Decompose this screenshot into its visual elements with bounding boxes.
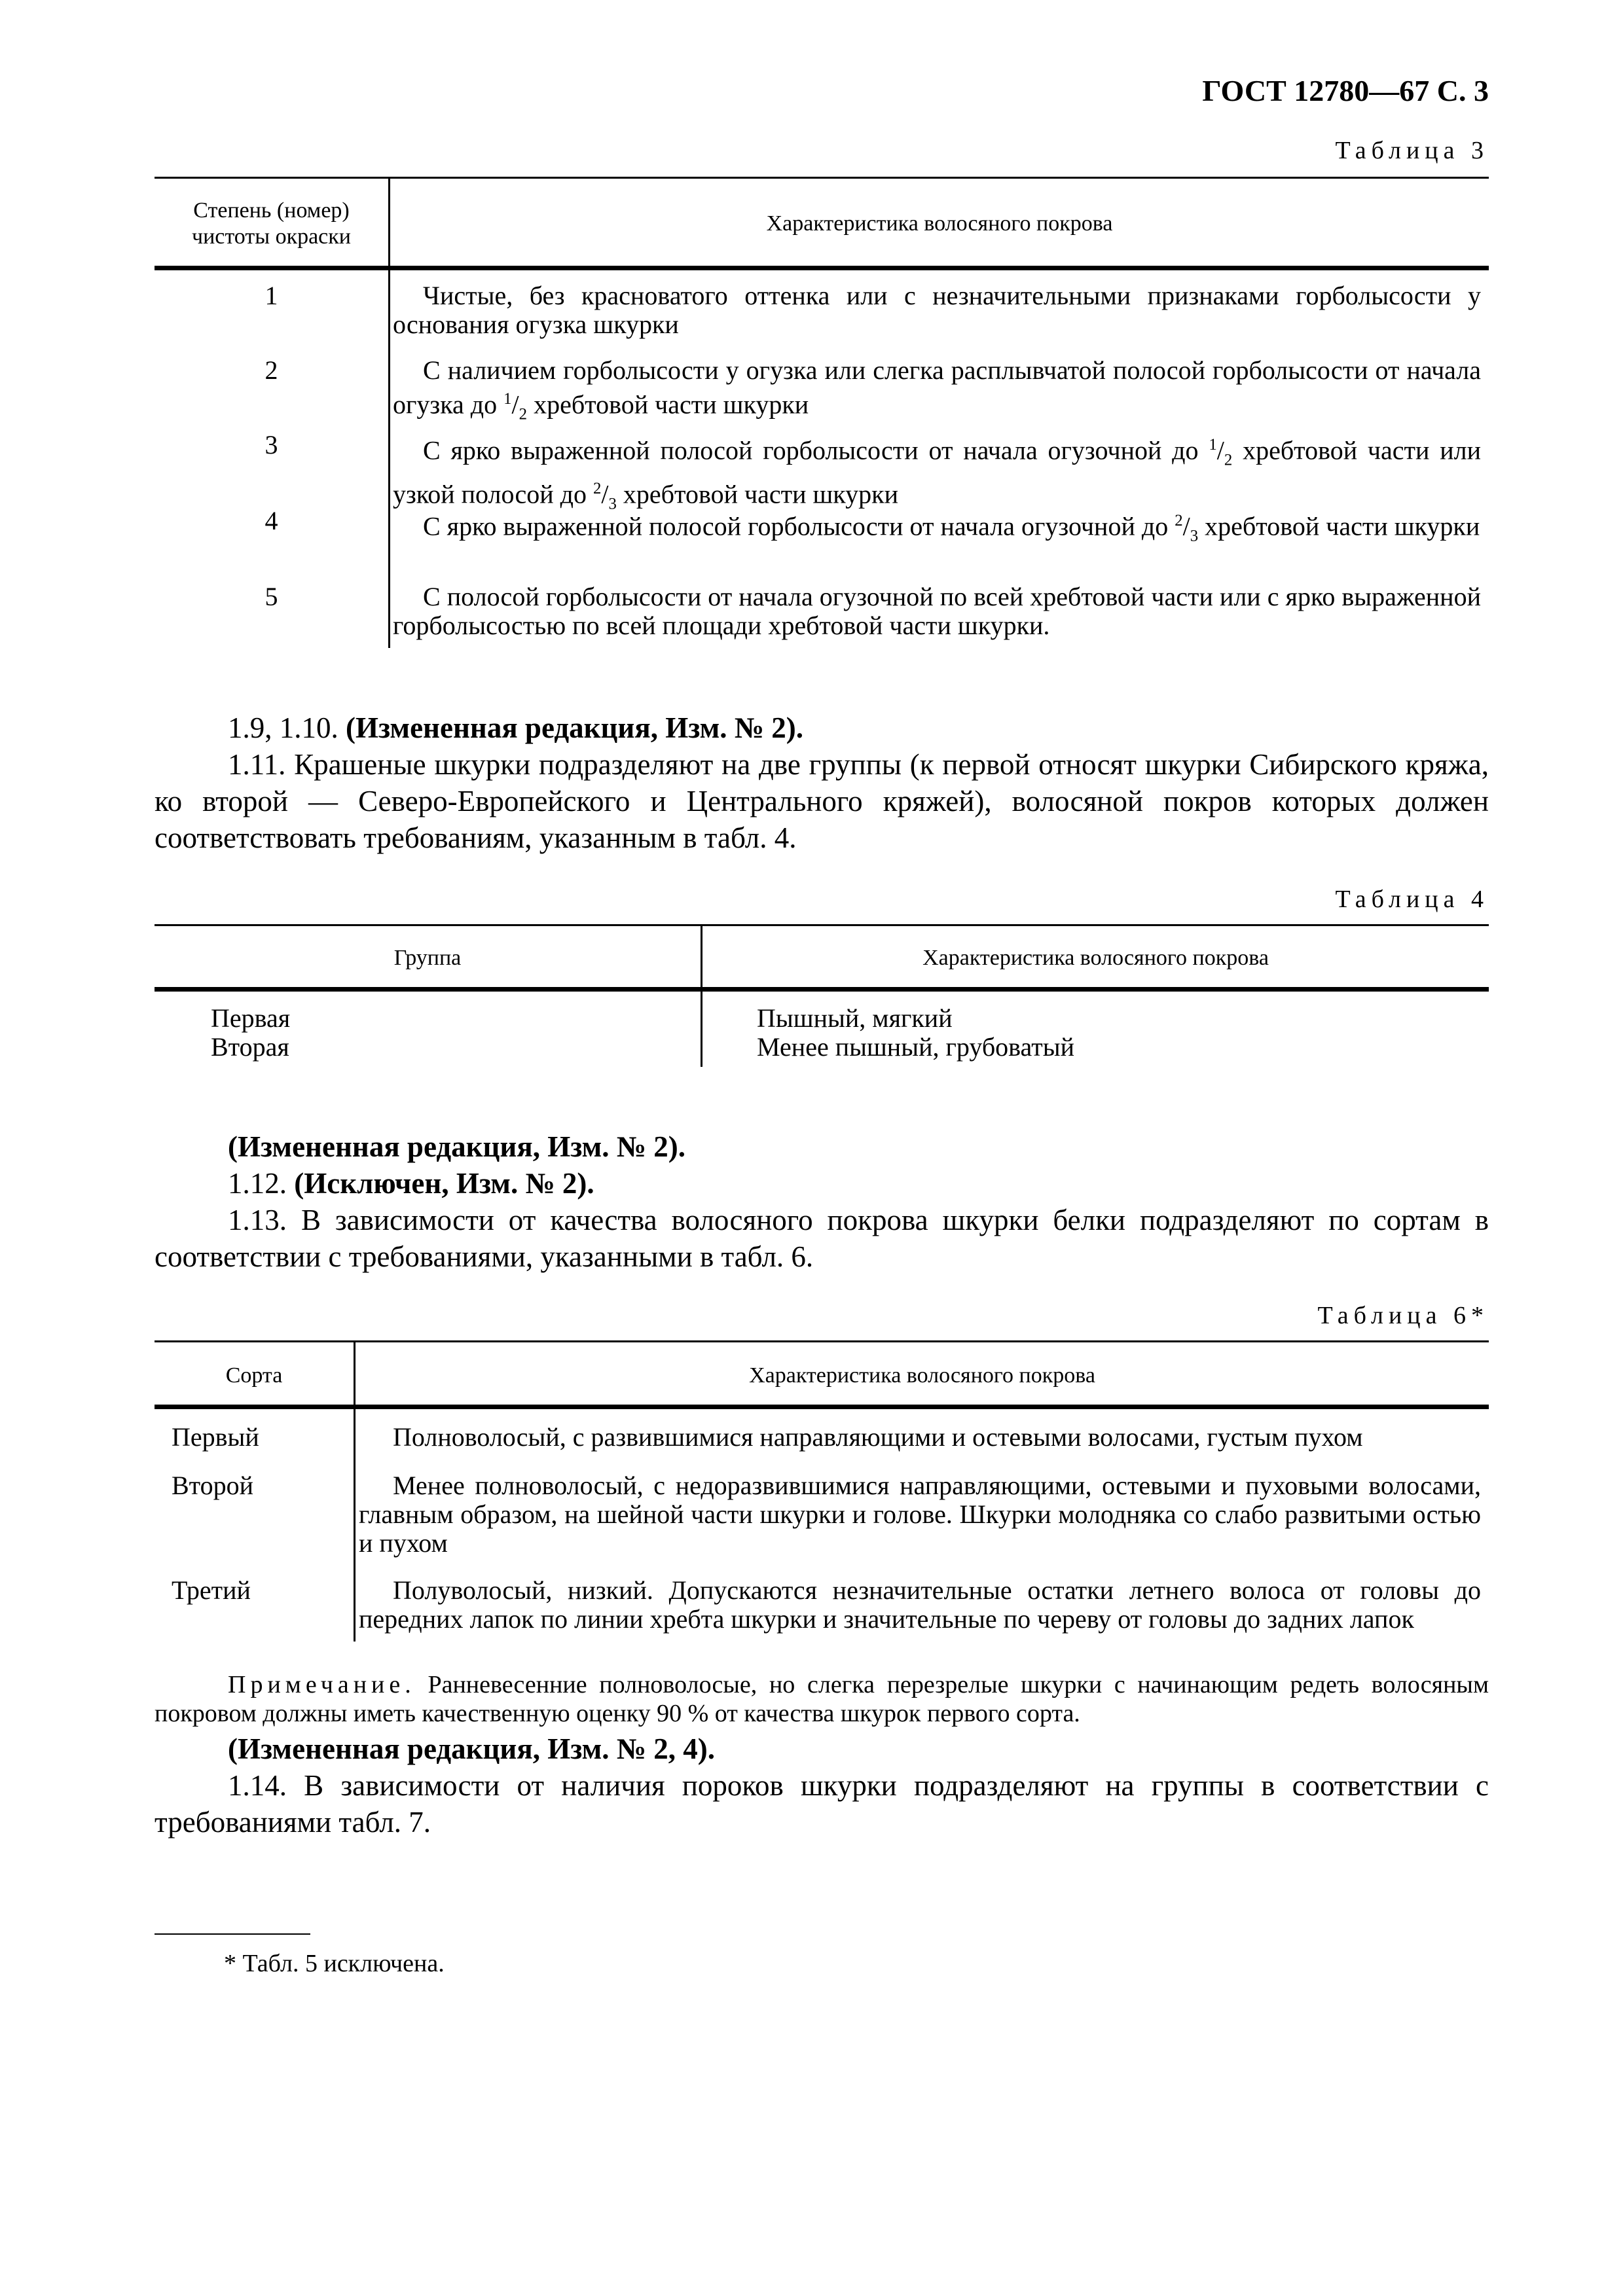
table3-column-divider [388, 177, 390, 648]
table3-row-4-text: С ярко выраженной полосой горболысости от начала огузочной до $^2/_3$ хребтовой части шкурки [423, 511, 1480, 545]
table6-row-1-grade: Первый [172, 1422, 259, 1452]
paragraph-1-12: 1.12. (Исключен, Изм. № 2). [228, 1167, 594, 1200]
table6-row-3-text: Полуволосый, низкий. Допускаются незначительные остатки летнего волоса от головы до передних лапок по линии хребта шкурки и значительные по череву от головы до задних лапок [359, 1575, 1481, 1634]
table3-header-rule [155, 266, 1489, 270]
table6-note: Примечание. Ранневесенние полноволосые, но слегка перезрелые шкурки с начинающим редеть волосяным покровом должны иметь качественную оценку 90 % от качества шкурок первого сорта. [155, 1671, 1489, 1727]
paragraph-1-9: 1.9, 1.10. (Измененная редакция, Изм. № 2). [228, 711, 804, 744]
table6-row-1-text: Полноволосый, с развившимися направляющими и остевыми волосами, густым пухом [393, 1422, 1363, 1452]
table4-header-rule [155, 987, 1489, 992]
paragraph-1-14: 1.14. В зависимости от наличия пороков шкурки подразделяют на группы в соответствии с требованиями табл. 7. [155, 1769, 1489, 1839]
table3-row-3-num: 3 [264, 430, 278, 459]
table3-row-3-text: С ярко выраженной полосой горболысости от начала огузочной до $^1/_2$ хребтовой части или узкой полосой до $^2/_3$ хребтовой части шкурки [393, 435, 1482, 513]
table3-row-2-num: 2 [264, 355, 278, 385]
table4-caption: Таблица 4 [1335, 886, 1489, 913]
table3-row-1-text: Чистые, без красноватого оттенка или с незначительными признаками горболысости у основания огузка шкурки [393, 281, 1481, 339]
table6-col1-header: Сорта [225, 1363, 283, 1388]
table6-row-2-grade: Второй [172, 1471, 254, 1500]
table4-row-1-text: Пышный, мягкий [757, 1003, 953, 1033]
table4-row-2-group: Вторая [211, 1032, 289, 1062]
table4-col2-header: Характеристика волосяного покрова [922, 946, 1269, 970]
table4-top-rule [155, 924, 1489, 926]
table3-row-5-num: 5 [264, 582, 278, 611]
paragraph-1-11: 1.11. Крашеные шкурки подразделяют на две группы (к первой относят шкурки Сибирского кряжа, ко второй — Северо-Европейского и Центрального кряжей), волосяной покров которых должен соответствовать требованиям, указанным в табл. 4. [155, 748, 1489, 854]
table3-row-5-text: С полосой горболысости от начала огузочной по всей хребтовой части или с ярко выраженной горболысостью по всей площади хребтовой части шкурки. [393, 582, 1481, 640]
amendment-note-2-4: (Измененная редакция, Изм. № 2, 4). [228, 1732, 716, 1765]
table4-col1-header: Группа [393, 946, 462, 970]
table3-row-2-text: С наличием горболысости у огузка или слегка расплывчатой полосой горболысости от начала огузка до $^1/_2$ хребтовой части шкурки [393, 355, 1481, 423]
paragraph-1-13: 1.13. В зависимости от качества волосяного покрова шкурки белки подразделяют по сортам в соответствии с требованиями, указанными в табл. 6. [155, 1204, 1489, 1273]
page-header: ГОСТ 12780—67 С. 3 [1202, 74, 1489, 107]
table4-row-1-group: Первая [211, 1003, 291, 1033]
table6-row-2-text: Менее полноволосый, с недоразвившимися направляющими, остевыми и пуховыми волосами, главным образом, на шейной части шкурки и голове. Шкурки молодняка со слабо развитыми остью и пухом [359, 1471, 1481, 1558]
table3-row-4-num: 4 [264, 506, 278, 535]
table3-col1-header: Степень (номер) чистоты окраски [192, 198, 351, 249]
table3-col2-header: Характеристика волосяного покрова [766, 211, 1113, 236]
table3-top-rule [155, 177, 1489, 179]
amendment-note-2: (Измененная редакция, Изм. № 2). [228, 1130, 686, 1163]
table6-caption: Таблица 6* [1317, 1302, 1489, 1329]
table3-caption: Таблица 3 [1335, 137, 1489, 164]
table4-row-2-text: Менее пышный, грубоватый [757, 1032, 1075, 1062]
table6-col2-header: Характеристика волосяного покрова [749, 1363, 1095, 1388]
table6-row-3-grade: Третий [172, 1575, 251, 1605]
footnote-rule [155, 1933, 310, 1935]
table3-row-1-num: 1 [264, 281, 278, 310]
footnote: * Табл. 5 исключена. [224, 1950, 445, 1977]
